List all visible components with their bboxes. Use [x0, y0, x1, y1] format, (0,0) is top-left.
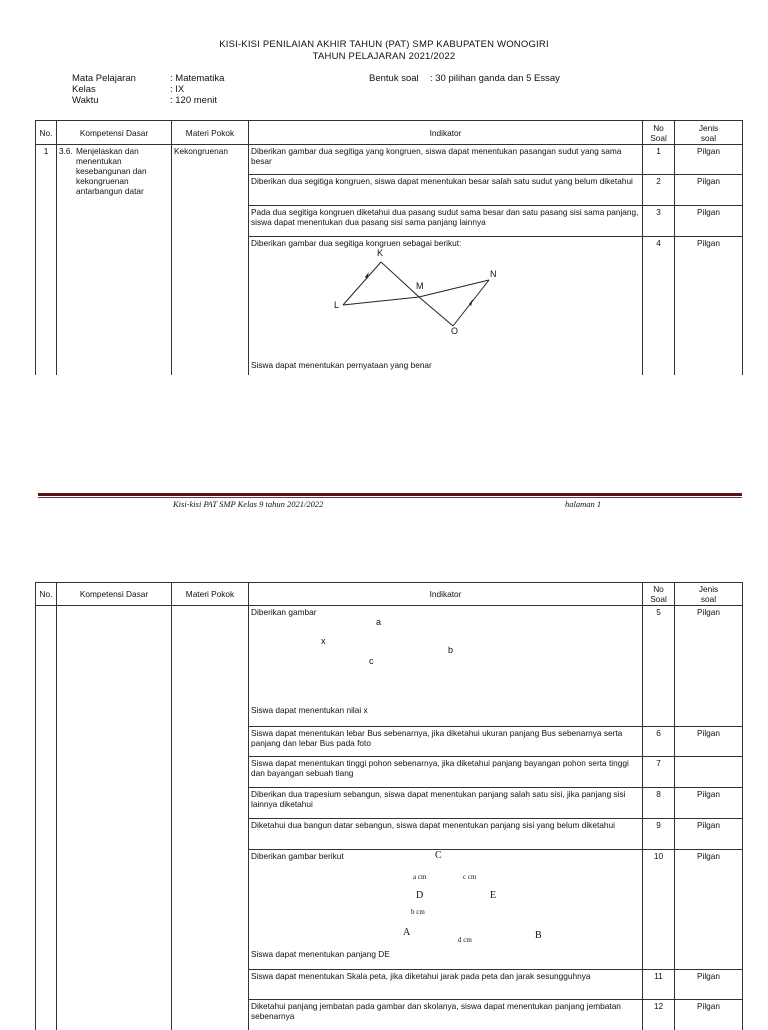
- materi-cell: Kekongruenan: [172, 145, 249, 375]
- no-soal-line2: Soal: [650, 594, 667, 604]
- jenis-line1: Jenis: [698, 122, 719, 133]
- label-c-upper: C: [435, 850, 442, 861]
- column-header-no-soal: [643, 583, 675, 606]
- label-a-upper: A: [403, 927, 411, 938]
- subject-label: Mata Pelajaran: [72, 73, 136, 84]
- column-header-materi: Materi Pokok: [172, 583, 249, 606]
- jenis-cell: Pilgan: [675, 819, 743, 850]
- document-subtitle: TAHUN PELAJARAN 2021/2022: [312, 51, 456, 62]
- label-c-cm: c cm: [463, 873, 477, 881]
- no-soal-cell: 4: [643, 237, 675, 375]
- segment-lm: [343, 297, 419, 305]
- indikator-cell: Diberikan dua trapesium sebangun, siswa dapat menentukan panjang salah satu sisi, jika panjang sisi lainnya diketahui: [249, 788, 643, 819]
- jenis-cell: Pilgan: [675, 237, 743, 375]
- indikator-cell: Diberikan gambar dua segitiga yang kongruen, siswa dapat menentukan pasangan sudut yang sama besar: [249, 145, 643, 175]
- segment-lk: [343, 262, 381, 305]
- materi-cell: [172, 606, 249, 1030]
- jenis-line2: soal: [700, 132, 717, 143]
- indikator-tail: Siswa dapat menentukan panjang DE: [251, 949, 390, 959]
- label-l: L: [334, 300, 340, 310]
- no-soal-cell: 11: [643, 970, 675, 1000]
- jenis-cell: Pilgan: [675, 788, 743, 819]
- footer-right: halaman 1: [565, 499, 602, 509]
- jenis-line2: soal: [700, 594, 717, 604]
- jenis-cell: Pilgan: [675, 606, 743, 727]
- indikator-cell: Diketahui dua bangun datar sebangun, siswa dapat menentukan panjang sisi yang belum diketahui: [249, 819, 643, 850]
- indikator-cell-figure: [249, 850, 643, 970]
- label-e: E: [490, 890, 497, 901]
- no-soal-cell: 8: [643, 788, 675, 819]
- segment-mo: [419, 297, 453, 326]
- class-label: Kelas: [72, 84, 96, 95]
- grid-table-page-1: [35, 120, 743, 375]
- label-o: O: [451, 326, 459, 336]
- label-b-cm: b cm: [411, 908, 425, 916]
- indikator-cell: Siswa dapat menentukan Skala peta, jika diketahui jarak pada peta dan jarak sesungguhnya: [249, 970, 643, 1000]
- label-x: x: [321, 636, 326, 646]
- indikator-text: Diberikan gambar berikut: [251, 851, 344, 861]
- no-soal-cell: 9: [643, 819, 675, 850]
- label-b-upper: B: [535, 930, 542, 941]
- indikator-text: Diberikan gambar dua segitiga kongruen sebagai berikut:: [251, 238, 462, 248]
- table-header-row: [36, 583, 743, 606]
- class-value: : IX: [170, 84, 185, 95]
- indikator-cell: Siswa dapat menentukan lebar Bus sebenarnya, jika diketahui ukuran panjang Bus sebenarnya serta panjang dan lebar Bus pada foto: [249, 727, 643, 757]
- label-m: M: [416, 281, 424, 291]
- column-header-no: No.: [36, 121, 57, 145]
- jenis-cell: Pilgan: [675, 175, 743, 206]
- jenis-cell: [675, 757, 743, 788]
- column-header-no: No.: [36, 583, 57, 606]
- time-value: : 120 menit: [170, 95, 217, 106]
- congruent-triangles-diagram: [251, 248, 551, 360]
- table-row: [36, 606, 743, 727]
- kd-cell: [57, 145, 172, 375]
- jenis-cell: Pilgan: [675, 1000, 743, 1030]
- document-title: KISI-KISI PENILAIAN AKHIR TAHUN (PAT) SMP KABUPATEN WONOGIRI: [219, 39, 549, 50]
- indikator-cell: Pada dua segitiga kongruen diketahui dua pasang sudut sama besar dan satu pasang sisi sama panjang, siswa dapat menentukan dua pasang sisi sama panjang lainnya: [249, 206, 643, 237]
- segment-km: [381, 262, 419, 297]
- kd-number: 3.6.: [59, 146, 73, 156]
- label-a: a: [376, 617, 382, 627]
- label-b: b: [448, 645, 454, 655]
- footer-rule: [38, 493, 742, 496]
- no-soal-cell: 10: [643, 850, 675, 970]
- indikator-cell-figure: [249, 606, 643, 727]
- no-soal-cell: 12: [643, 1000, 675, 1030]
- no-soal-line1: No: [653, 584, 664, 594]
- no-soal-cell: 1: [643, 145, 675, 175]
- jenis-cell: Pilgan: [675, 727, 743, 757]
- column-header-jenis: [675, 583, 743, 606]
- table-header-row: [36, 121, 743, 145]
- row-number: 1: [36, 145, 57, 375]
- column-header-indikator: Indikator: [249, 583, 643, 606]
- label-k: K: [377, 248, 384, 258]
- jenis-line1: Jenis: [698, 584, 719, 594]
- column-header-materi: Materi Pokok: [172, 121, 249, 145]
- kd-text: Menjelaskan dan menentukan kesebangunan dan kekongruenan antarbangun datar: [76, 146, 147, 196]
- no-soal-line1: No: [653, 122, 664, 133]
- indikator-tail: Siswa dapat menentukan pernyataan yang benar: [251, 360, 432, 370]
- column-header-no-soal: [643, 121, 675, 145]
- indikator-tail: Siswa dapat menentukan nilai x: [251, 705, 368, 715]
- time-label: Waktu: [72, 95, 99, 106]
- footer-rule-thin: [38, 497, 742, 498]
- footer-left: Kisi-kisi PAT SMP Kelas 9 tahun 2021/2022: [173, 499, 324, 509]
- indikator-cell: Diberikan dua segitiga kongruen, siswa dapat menentukan besar salah satu sudut yang belum diketahui: [249, 175, 643, 206]
- no-soal-cell: 7: [643, 757, 675, 788]
- subject-value: : Matematika: [170, 73, 225, 84]
- grid-table-page-2: [35, 582, 743, 1030]
- triangle-figure: [251, 248, 640, 360]
- row-number: [36, 606, 57, 1030]
- arrow-mark-lk: [365, 272, 369, 279]
- no-soal-line2: Soal: [650, 132, 667, 143]
- no-soal-cell: 3: [643, 206, 675, 237]
- table-row: [36, 145, 743, 175]
- segment-mn: [419, 280, 489, 297]
- label-d-cm: d cm: [458, 936, 472, 944]
- jenis-cell: Pilgan: [675, 970, 743, 1000]
- column-header-indikator: Indikator: [249, 121, 643, 145]
- column-header-kd: Kompetensi Dasar: [57, 583, 172, 606]
- jenis-cell: Pilgan: [675, 206, 743, 237]
- indikator-cell: Siswa dapat menentukan tinggi pohon sebenarnya, jika diketahui panjang bayangan pohon serta tinggi dan bayangan sebuah tiang: [249, 757, 643, 788]
- column-header-kd: Kompetensi Dasar: [57, 121, 172, 145]
- question-form-value: : 30 pilihan ganda dan 5 Essay: [430, 73, 560, 84]
- jenis-cell: Pilgan: [675, 145, 743, 175]
- indikator-text: Diberikan gambar: [251, 607, 317, 617]
- question-form-label: Bentuk soal: [369, 73, 419, 84]
- no-soal-cell: 5: [643, 606, 675, 727]
- label-d: D: [416, 890, 424, 901]
- indikator-cell: Diketahui panjang jembatan pada gambar dan skolanya, siswa dapat menentukan panjang jembatan sebenarnya: [249, 1000, 643, 1030]
- label-n: N: [490, 269, 497, 279]
- jenis-cell: Pilgan: [675, 850, 743, 970]
- no-soal-cell: 2: [643, 175, 675, 206]
- kd-cell: [57, 606, 172, 1030]
- label-c: c: [369, 656, 374, 666]
- label-a-cm: a cm: [413, 873, 427, 881]
- angle-figure: [251, 617, 640, 705]
- indikator-cell-figure: [249, 237, 643, 375]
- no-soal-cell: 6: [643, 727, 675, 757]
- column-header-jenis: [675, 121, 743, 145]
